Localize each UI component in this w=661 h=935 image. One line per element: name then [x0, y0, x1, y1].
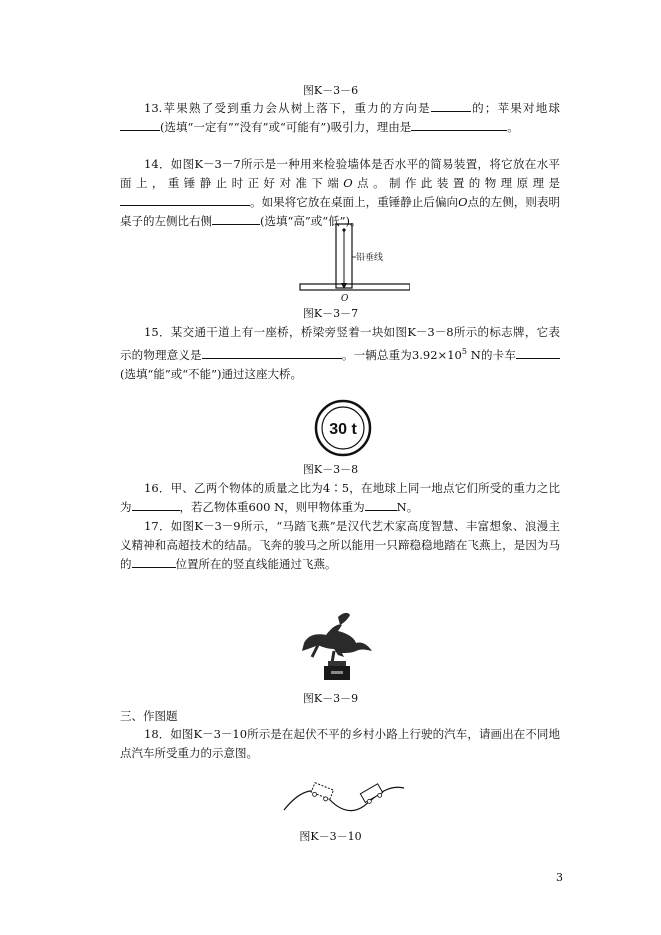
car-slope — [360, 784, 384, 805]
bumpy-road-cars-figure — [280, 776, 410, 822]
road-curve — [284, 787, 404, 810]
figure-caption-k-3-7: 图K－3－7 — [302, 307, 359, 320]
horse-body — [302, 624, 372, 657]
figure-caption-k-3-10: 图K－3－10 — [299, 830, 362, 843]
plumb-line-device-figure — [290, 222, 410, 304]
horizontal-base — [300, 284, 410, 290]
answer-blank[interactable] — [120, 193, 250, 206]
answer-blank[interactable] — [132, 498, 180, 511]
flying-swallow — [328, 661, 346, 666]
figure-caption-k-3-9: 图K－3－9 — [302, 692, 359, 705]
question-13: 13.苹果熟了受到重力会从树上落下，重力的方向是 的；苹果对地球(选填“一定有”“没有”或“可能有”)吸引力，理由是 。 — [120, 99, 560, 137]
figure-caption-k-3-6: 图K－3－6 — [302, 84, 359, 97]
figure-caption-k-3-8: 图K－3－8 — [302, 463, 359, 476]
hanging-point — [342, 228, 345, 231]
section-title: 三、作图题 — [120, 709, 178, 723]
answer-blank[interactable] — [212, 212, 260, 225]
answer-blank[interactable] — [132, 555, 176, 568]
question-15: 15．某交通干道上有一座桥，桥梁旁竖着一块如图K－3－8所示的标志牌，它表示的物理意义是 。一辆总重为$3.92\times 10^5$ N的卡车(选填“能”或“不能”)通过这座大桥。 — [120, 325, 560, 381]
car-uphill — [310, 783, 333, 803]
question-17: 17．如图K－3－9所示，“马踏飞燕”是汉代艺术家高度智慧、丰富想象、浪漫主义精神和高超技术的结晶。飞奔的骏马之所以能用一只蹄稳稳地踏在飞燕上，是因为马的 位置所在的竖直线能通过飞燕。 — [120, 519, 560, 571]
plumb-line-label: 铅垂线 — [356, 253, 384, 263]
question-14: 14．如图K－3－7所示是一种用来检验墙体是否水平的简易装置，将它放在水平面上，重锤静止时正好对准下端O点。制作此装置的物理原理是。如果将它放在桌面上，重锤静止后偏向O点的左侧，则表明桌子的左侧比右侧 (选填“高”或“低”)。 — [120, 157, 561, 228]
answer-blank[interactable] — [365, 498, 397, 511]
answer-blank[interactable] — [516, 346, 560, 359]
question-16: 16．甲、乙两个物体的质量之比为4∶5，在地球上同一地点它们所受的重力之比为 ，若乙物体重600 N，则甲物体重为 N。 — [120, 481, 560, 514]
answer-blank[interactable] — [411, 118, 507, 131]
point-o-label: O — [341, 294, 349, 304]
answer-blank[interactable] — [431, 99, 471, 112]
pedestal-plaque — [331, 671, 343, 674]
page-number: 3 — [556, 871, 563, 884]
answer-blank[interactable] — [120, 118, 160, 131]
answer-blank[interactable] — [202, 346, 342, 359]
sign-text: 30 t — [329, 421, 357, 438]
weight-limit-sign — [314, 399, 372, 457]
horse-head — [338, 613, 350, 625]
question-18: 18．如图K－3－10所示是在起伏不平的乡村小路上行驶的汽车，请画出在不同地点汽车所受重力的示意图。 — [120, 727, 560, 760]
flying-horse-statue-photo — [298, 597, 378, 683]
